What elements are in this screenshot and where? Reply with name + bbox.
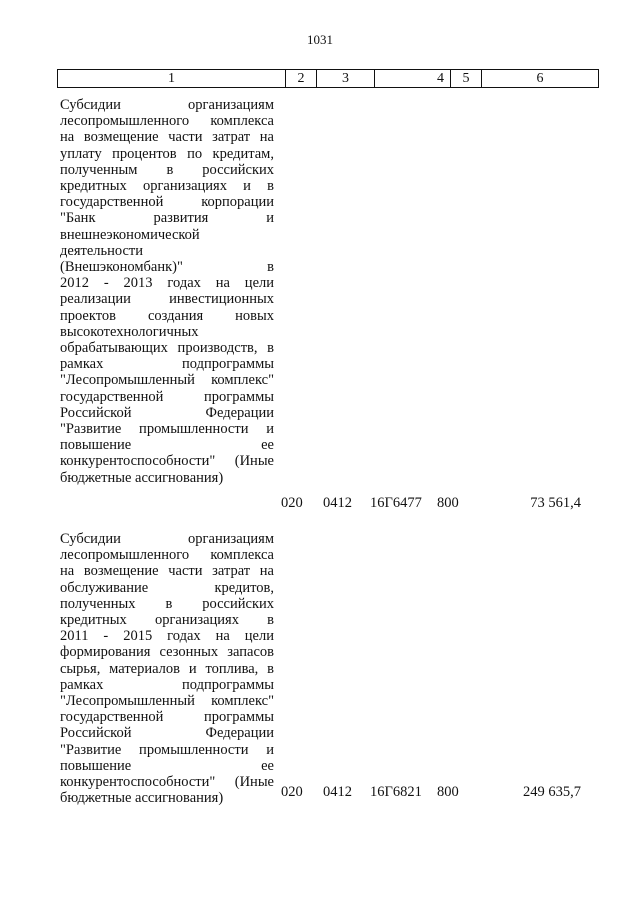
row-1-rz: 0412 (323, 495, 352, 511)
row-2-description (60, 531, 274, 806)
row-1-line: повышение ее (60, 437, 274, 454)
row-1-line: на возмещение части затрат на (60, 129, 274, 146)
row-1-line: "Развитие промышленности и (60, 421, 274, 438)
row-1-line: конкурентоспособности" (Иные (60, 453, 274, 470)
row-1-line: "Лесопромышленный комплекс" (60, 372, 274, 389)
row-1-line: полученным в российских (60, 161, 274, 178)
row-2-line: конкурентоспособности" (Иные (60, 774, 274, 791)
row-2-sum: 249 635,7 (523, 784, 581, 800)
row-2-line: Субсидии организациям (60, 531, 274, 547)
row-2-line: полученных в российских (60, 595, 274, 612)
row-1-line: 2012 - 2013 годах на цели (60, 275, 274, 292)
row-1-min: 020 (281, 495, 303, 511)
column-header-row (57, 69, 599, 88)
row-2-line: государственной программы (60, 709, 274, 726)
header-col-4: 4 (375, 70, 451, 88)
header-col-3: 3 (317, 70, 375, 88)
row-2-csr: 16Г6821 (370, 784, 422, 800)
row-2-line: кредитных организациях в (60, 612, 274, 629)
row-1-line: кредитных организациях и в (60, 178, 274, 195)
row-1-line: проектов создания новых (60, 307, 274, 324)
row-1-line: деятельности (60, 242, 144, 259)
row-1-line: "Банк развития и (60, 210, 274, 227)
row-2-vr: 800 (437, 784, 459, 800)
row-1-sum: 73 561,4 (530, 495, 581, 511)
row-2-rz: 0412 (323, 784, 352, 800)
row-2-line: лесопромышленного комплекса (60, 547, 274, 564)
header-col-1: 1 (58, 70, 286, 88)
row-2-line: обслуживание кредитов, (60, 579, 274, 596)
row-2-line: "Лесопромышленный комплекс" (60, 693, 274, 710)
page-number: 1031 (307, 32, 333, 47)
row-2-line: бюджетные ассигнования) (60, 790, 224, 807)
row-2-line: сырья, материалов и топлива, в (60, 660, 274, 677)
row-1-vr: 800 (437, 495, 459, 511)
row-2-line: рамках подпрограммы (60, 676, 274, 693)
row-2-line: на возмещение части затрат на (60, 563, 274, 580)
row-2-line: 2011 - 2015 годах на цели (60, 628, 274, 645)
row-1-line: Российской Федерации (60, 404, 274, 421)
row-1-line: внешнеэкономической (60, 226, 200, 243)
row-1-description (60, 97, 274, 486)
header-col-2: 2 (286, 70, 317, 88)
row-2-line: формирования сезонных запасов (60, 644, 274, 661)
row-1-line: бюджетные ассигнования) (60, 469, 224, 486)
row-2-line: Российской Федерации (60, 725, 274, 742)
row-1-line: лесопромышленного комплекса (60, 113, 274, 130)
row-1-line: уплату процентов по кредитам, (60, 145, 274, 162)
header-col-5: 5 (451, 70, 482, 88)
row-1-line: обрабатывающих производств, в (60, 340, 274, 357)
row-2-line: "Развитие промышленности и (60, 741, 274, 758)
row-1-line: государственной программы (60, 388, 274, 405)
row-1-line: государственной корпорации (60, 194, 274, 211)
row-1-line: Субсидии организациям (60, 97, 274, 113)
row-1-line: рамках подпрограммы (60, 356, 274, 373)
row-1-line: (Внешэкономбанк)" в (60, 259, 274, 276)
row-2-line: повышение ее (60, 757, 274, 774)
row-1-csr: 16Г6477 (370, 495, 422, 511)
header-col-6: 6 (482, 70, 599, 88)
row-2-min: 020 (281, 784, 303, 800)
row-1-line: высокотехнологичных (60, 323, 199, 340)
row-1-line: реализации инвестиционных (60, 291, 274, 308)
